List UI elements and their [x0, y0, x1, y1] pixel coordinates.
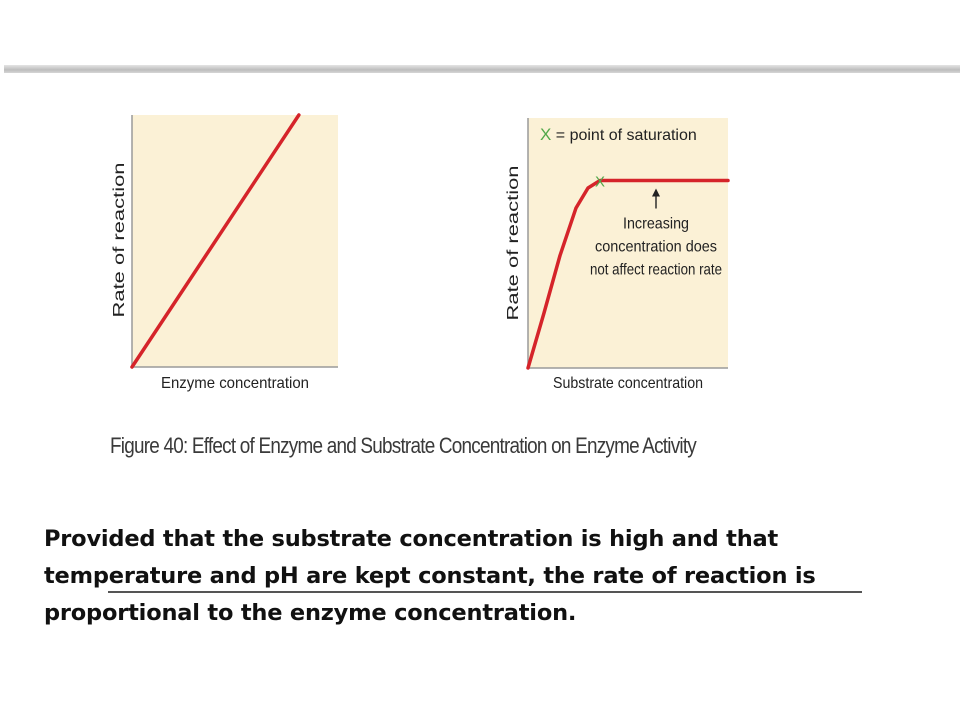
chart-2-legend: X = point of saturation	[540, 125, 697, 144]
fill-in-blank-line	[108, 591, 862, 593]
chart-1-plot-background	[132, 115, 338, 367]
figure-caption: Figure 40: Effect of Enzyme and Substrate Concentration on Enzyme Activity	[110, 433, 696, 458]
chart-2-annotation-line-1: Increasing	[623, 215, 689, 233]
explanation-text: Provided that the substrate concentration is high and that temperature and pH are kept constant, the rate of reaction is proportional to the enzyme concentration.	[44, 526, 816, 626]
chart-2-saturation-marker: X	[594, 173, 606, 191]
chart-1-x-axis-label: Enzyme concentration	[161, 375, 309, 392]
chart-2-annotation-line-3: not affect reaction rate	[590, 261, 723, 279]
chart-2-annotation-line-2: concentration does	[595, 238, 717, 256]
chart-1-y-axis-label: Rate of reaction	[111, 204, 128, 318]
chart-2-y-axis-label: Rate of reaction	[505, 207, 522, 321]
chart-2-x-axis-label: Substrate concentration	[553, 375, 703, 392]
